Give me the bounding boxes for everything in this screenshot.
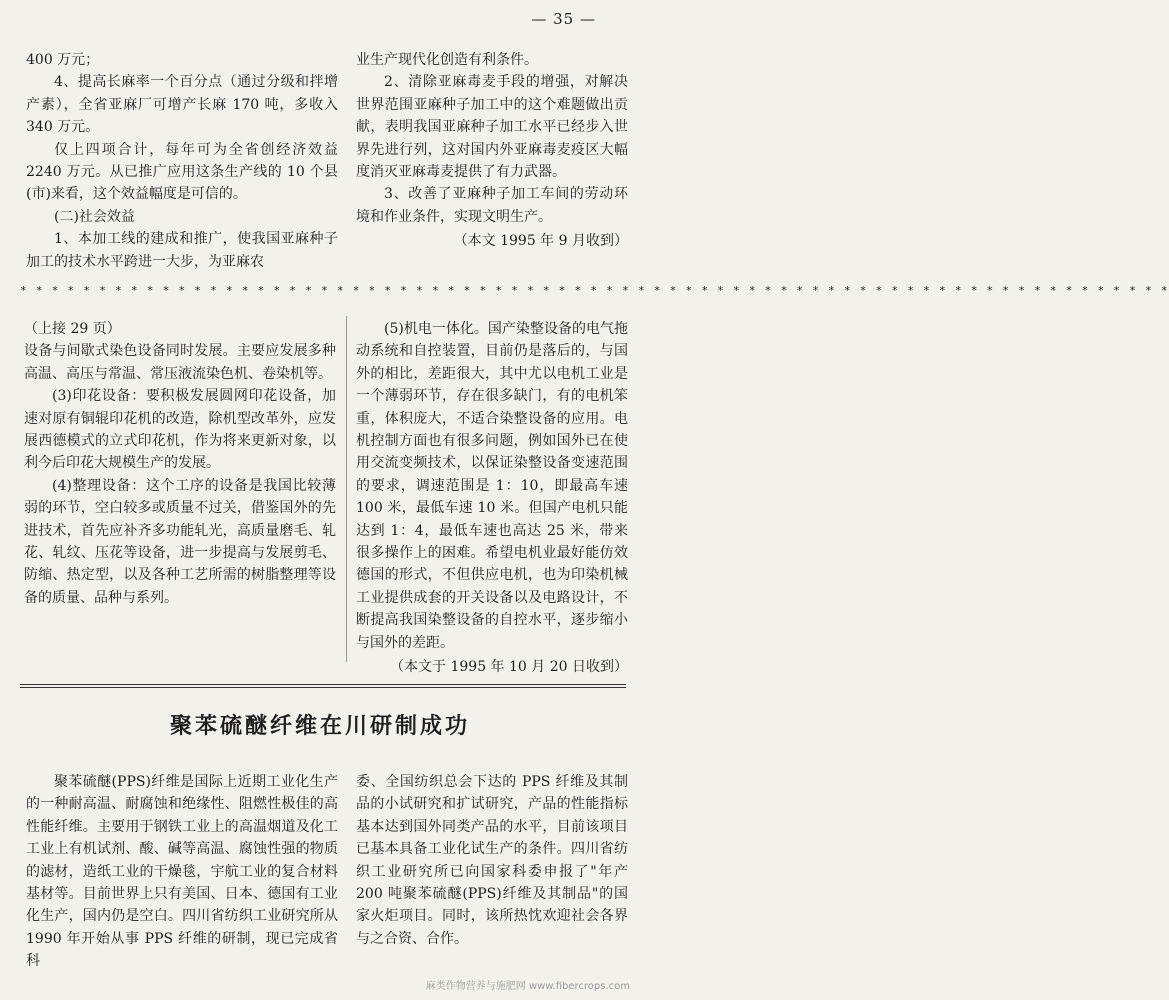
paragraph: (3)印花设备：要积极发展圆网印花设备，加速对原有铜辊印花机的改造，除机型改革外，应发展西德模式的立式印花机，作为将来更新对象，以利今后印花大规模生产的发展。 <box>24 388 336 472</box>
paragraph: 4、提高长麻率一个百分点（通过分级和拌增产素），全省亚麻厂可增产长麻 170 吨，多收入 340 万元。 <box>26 74 338 136</box>
paragraph: (5)机电一体化。国产染整设备的电气拖动系统和自控装置，目前仍是落后的，与国外的相比，差距很大，其中尤以电机工业是一个薄弱环节，存在很多缺门，有的电机笨重，体积庞大，不适合染整设备的应用。电机控制方面也有很多问题，例如国外已在使用交流变频技术，以保证染整设备变速范围的要求，调速范围是 1：10，即最高车速 100 米，最低车速 10 米。但国产电机只能达到 1：4，最低车速也高达 25 米，带来很多操作上的困难。希望电机业最好能仿效德国的形式，不但供应电机，也为印染机械工业提供成套的开关设备以及电路设计，不断提高我国染整设备的自控水平，逐步缩小与国外的差距。 <box>356 321 628 651</box>
paragraph: 3、改善了亚麻种子加工车间的劳动环境和作业条件，实现文明生产。 <box>356 186 628 225</box>
article-title: 聚苯硫醚纤维在川研制成功 <box>169 714 470 739</box>
top-left-column <box>26 49 338 273</box>
watermark: 麻类作物营养与施肥网 www.fibercrops.com <box>425 981 630 992</box>
star-divider: * * * * * * * * * * * * * * * * * * * * * * * * * * * * * * * * * * * * * * * * * * * * * * * * * * * * * * * * * * * * * * * * * * * * * * * * * <box>20 284 1169 297</box>
paragraph: 委、全国纺织总会下达的 PPS 纤维及其制品的小试研究和扩试研究，产品的性能指标基本达到国外同类产品的水平，目前该项目已基本具备工业化试生产的条件。四川省纺织工业研究所已向国家科委申报了"年产 200 吨聚苯硫醚(PPS)纤维及其制品"的国家火炬项目。同时，该所热忱欢迎社会各界与之合资、合作。 <box>356 774 628 947</box>
column-divider <box>346 316 347 662</box>
received-date: （本文 1995 年 9 月收到） <box>453 233 628 250</box>
paragraph: 1、本加工线的建成和推广，使我国亚麻种子加工的技术水平跨进一大步，为亚麻农 <box>26 231 338 270</box>
section-rule <box>20 684 626 685</box>
middle-right-column <box>356 318 628 679</box>
article-left-column <box>26 771 338 973</box>
middle-left-column <box>24 318 336 609</box>
received-date: （本文于 1995 年 10 月 20 日收到） <box>390 659 628 676</box>
paragraph: 仅上四项合计，每年可为全省创经济效益 2240 万元。从已推广应用这条生产线的 10 个县(市)来看，这个效益幅度是可信的。 <box>26 141 338 203</box>
paragraph: 2、清除亚麻毒麦手段的增强，对解决世界范围亚麻种子加工中的这个难题做出贡献，表明我国亚麻种子加工水平已经步入世界先进行列，这对国内外亚麻毒麦疫区大幅度消灭亚麻毒麦提供了有力武器。 <box>356 74 628 181</box>
paragraph: 聚苯硫醚(PPS)纤维是国际上近期工业化生产的一种耐高温、耐腐蚀和绝缘性、阻燃性极佳的高性能纤维。主要用于钢铁工业上的高温烟道及化工工业上有机试剂、酸、碱等高温、腐蚀性强的物质的滤材，造纸工业的干燥毯，宇航工业的复合材料基材等。目前世界上只有美国、日本、德国有工业化生产，国内仍是空白。四川省纺织工业研究所从 1990 年开始从事 PPS 纤维的研制，现已完成省科 <box>26 774 338 970</box>
paragraph: (4)整理设备：这个工序的设备是我国比较薄弱的环节，空白较多或质量不过关，借鉴国外的先进技术，首先应补齐多功能轧光，高质量磨毛、轧花、轧纹、压花等设备，进一步提高与发展剪毛、防缩、热定型，以及各种工艺所需的树脂整理等设备的质量、品种与系列。 <box>24 477 336 606</box>
page-number: — 35 — <box>531 10 596 28</box>
top-right-column <box>356 49 628 253</box>
article-right-column <box>356 771 628 950</box>
section-heading: (二)社会效益 <box>54 208 135 225</box>
section-rule <box>20 687 626 688</box>
continued-note: （上接 29 页） <box>24 321 121 337</box>
paragraph: 设备与间歇式染色设备同时发展。主要应发展多种高温、高压与常温、常压液流染色机、卷染机等。 <box>24 343 336 382</box>
paragraph: 业生产现代化创造有利条件。 <box>356 52 538 68</box>
paragraph: 400 万元； <box>26 52 100 68</box>
